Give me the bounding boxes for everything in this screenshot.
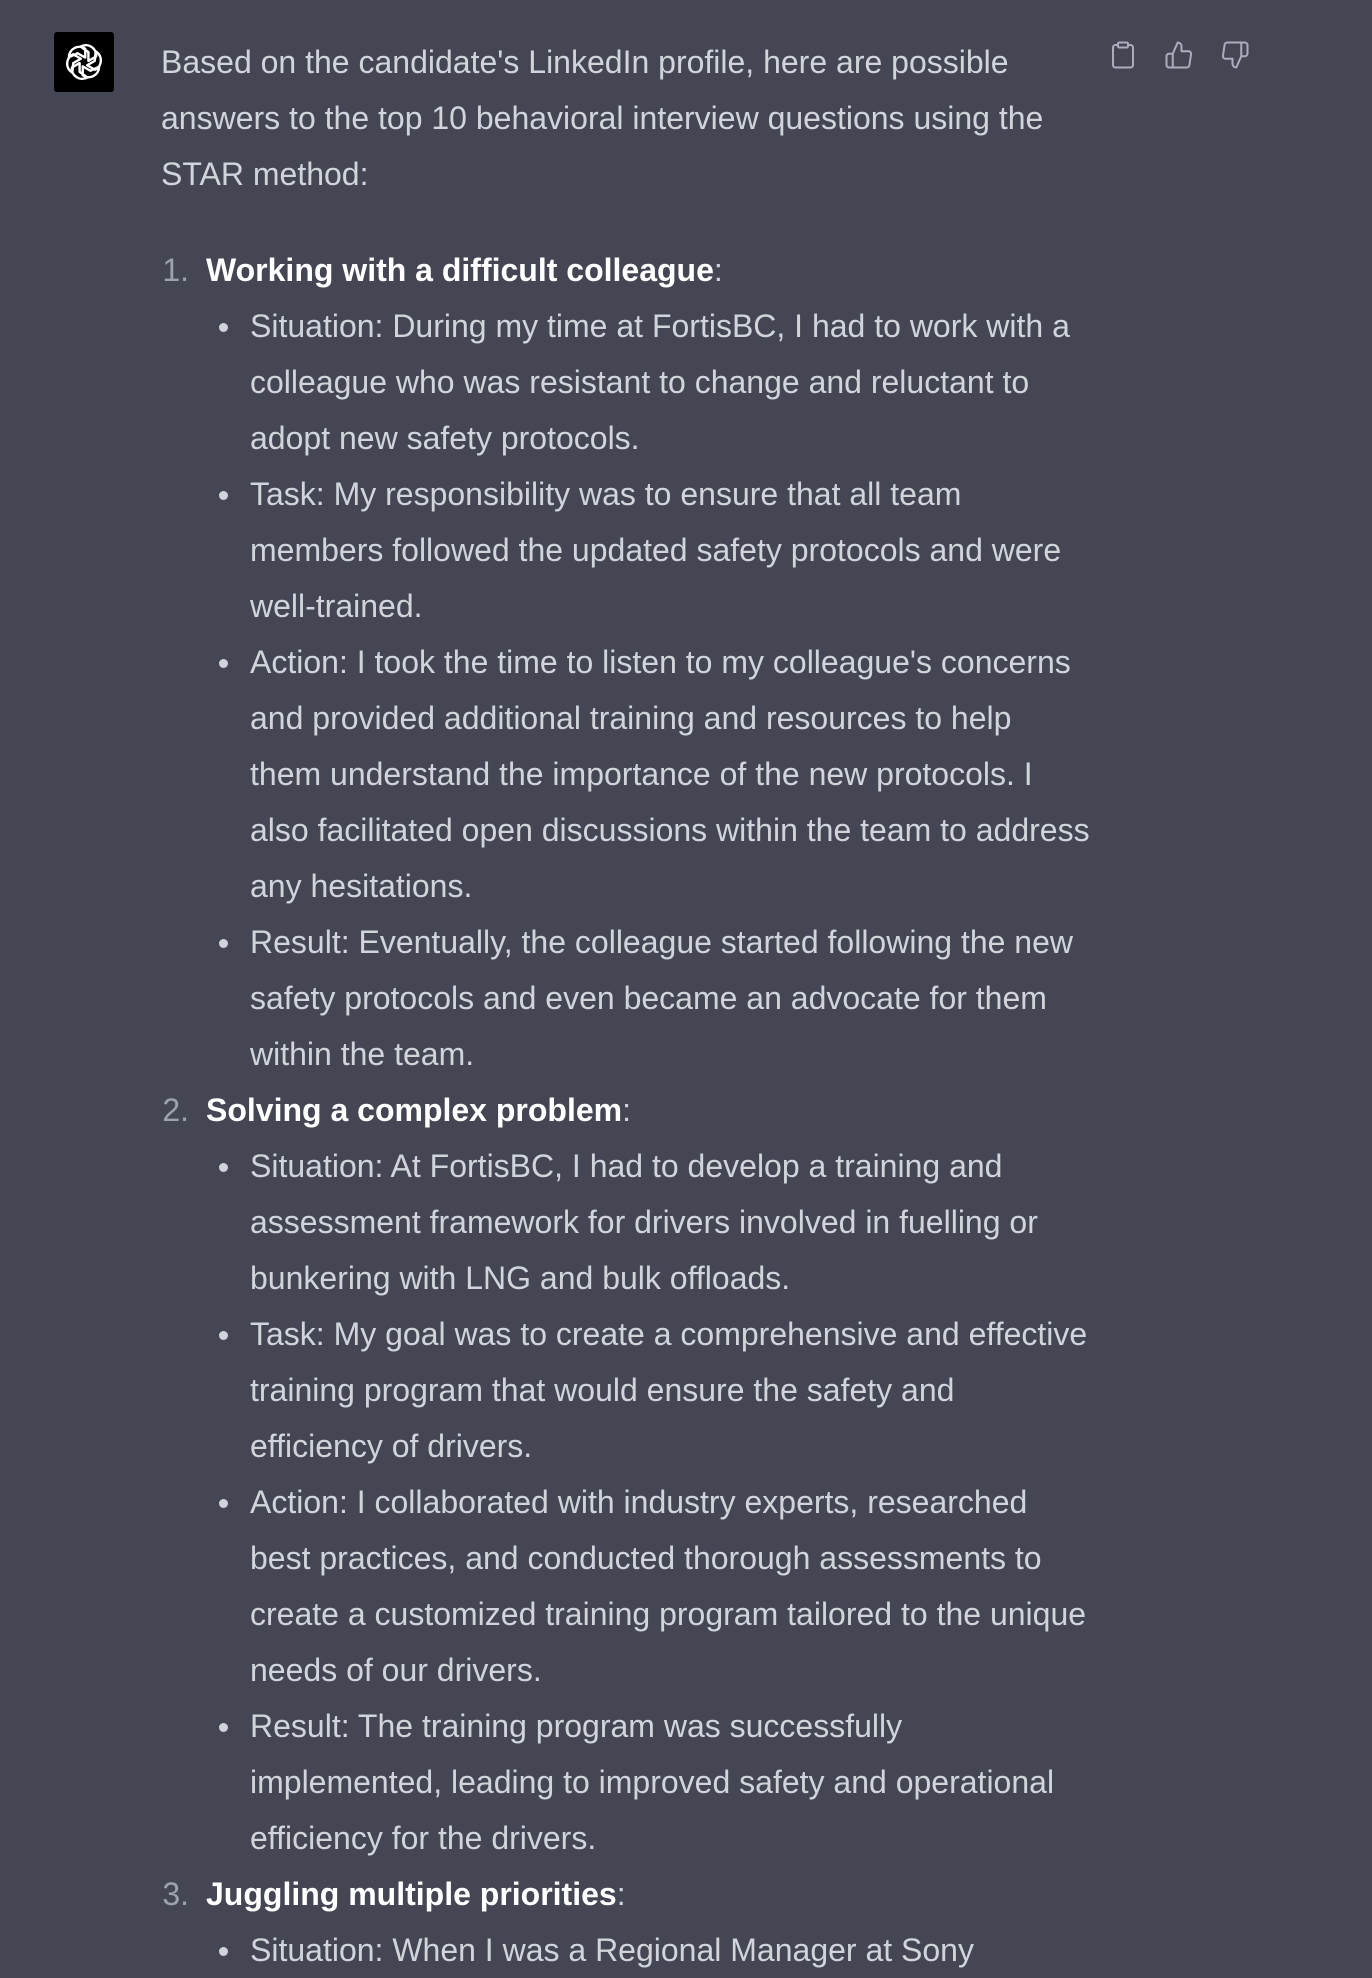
question-list [161,242,1091,1978]
question-number: 2. [162,1092,189,1128]
bullet-dot [219,1723,228,1732]
thumbs-down-button[interactable] [1216,36,1254,74]
thumbs-up-icon [1164,40,1194,70]
bullet-dot [219,659,228,668]
question-item [161,1082,1091,1866]
star-list-item [206,1698,1091,1866]
star-item-text: Result: Eventually, the colleague started following the new safety protocols and even became an advocate for them within the team. [250,924,1073,1072]
star-list [206,1922,1091,1978]
star-item-text: Action: I took the time to listen to my colleague's concerns and provided additional training and resources to help them understand the importance of the new protocols. I also facilitated open discussions within the team to address any hesitations. [250,644,1090,904]
bullet-dot [219,1163,228,1172]
question-heading [206,242,1091,298]
question-item [161,242,1091,1082]
question-number: 1. [162,252,189,288]
openai-logo-icon [62,40,106,84]
star-item-text: Action: I collaborated with industry experts, researched best practices, and conducted thorough assessments to create a customized training program tailored to the unique needs of our drivers. [250,1484,1087,1688]
bullet-dot [219,1331,228,1340]
message-intro: Based on the candidate's LinkedIn profile, here are possible answers to the top 10 behavioral interview questions using the STAR method: [161,44,1044,192]
question-heading [206,1082,1091,1138]
thumbs-down-icon [1220,40,1250,70]
bullet-dot [219,1947,228,1956]
clipboard-icon [1108,40,1138,70]
bullet-dot [219,491,228,500]
question-number: 3. [162,1876,189,1912]
assistant-message [161,34,1091,1978]
assistant-avatar [54,32,114,92]
bullet-dot [219,1499,228,1508]
star-list [206,1138,1091,1866]
question-title: Juggling multiple priorities [206,1876,617,1912]
thumbs-up-button[interactable] [1160,36,1198,74]
star-item-text: Situation: At FortisBC, I had to develop a training and assessment framework for drivers involved in fuelling or bunkering with LNG and bulk offloads. [250,1148,1038,1296]
star-item-text: Situation: During my time at FortisBC, I had to work with a colleague who was resistant to change and reluctant to adopt new safety protocols. [250,308,1070,456]
star-item-text: Situation: When I was a Regional Manager at Sony [250,1932,974,1968]
star-list-item [206,466,1091,634]
star-item-text: Result: The training program was successfully implemented, leading to improved safety and operational efficiency for the drivers. [250,1708,1055,1856]
question-heading [206,1866,1091,1922]
question-title: Working with a difficult colleague [206,252,714,288]
question-title: Solving a complex problem [206,1092,623,1128]
star-list-item [206,1922,1091,1978]
copy-button[interactable] [1104,36,1142,74]
star-list-item [206,634,1091,914]
star-list-item [206,1306,1091,1474]
star-item-text: Task: My goal was to create a comprehensive and effective training program that would ensure the safety and efficiency of drivers. [250,1316,1088,1464]
question-title-colon: : [616,1876,626,1912]
star-list-item [206,1474,1091,1698]
star-item-text: Task: My responsibility was to ensure that all team members followed the updated safety protocols and were well-trained. [250,476,1062,624]
star-list [206,298,1091,1082]
star-list-item [206,914,1091,1082]
bullet-dot [219,939,228,948]
star-list-item [206,298,1091,466]
question-item [161,1866,1091,1978]
bullet-dot [219,323,228,332]
message-actions [1104,36,1254,74]
question-title-colon: : [713,252,723,288]
star-list-item [206,1138,1091,1306]
question-title-colon: : [622,1092,631,1128]
